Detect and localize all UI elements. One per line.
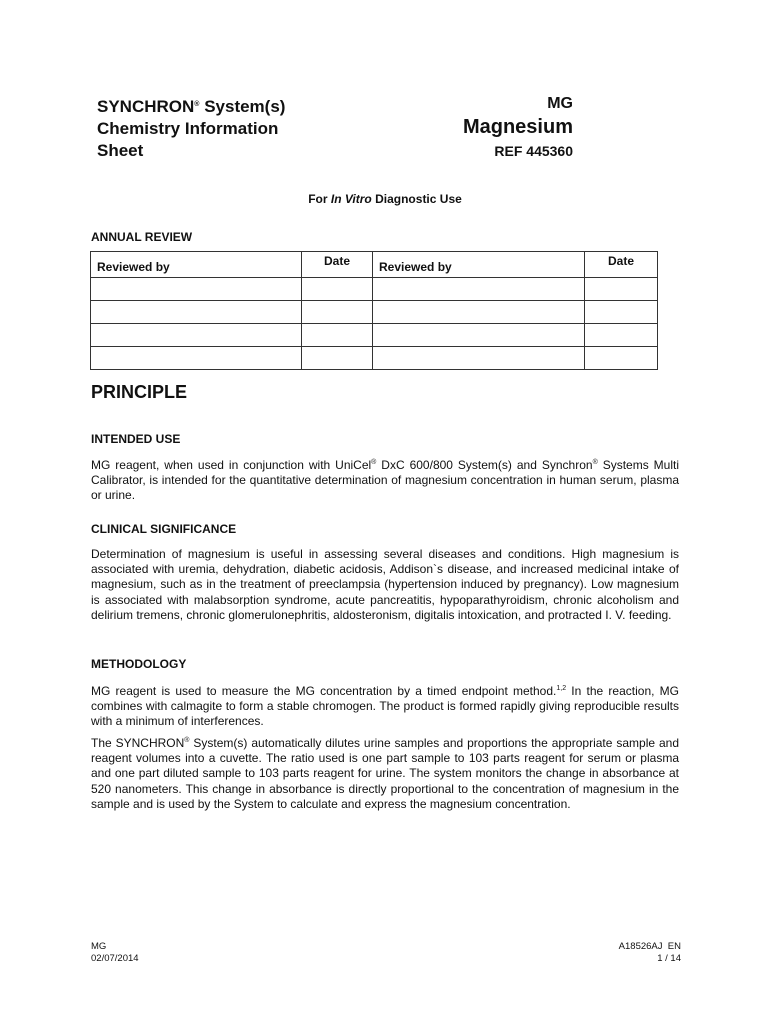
analyte-block: [463, 94, 573, 162]
text-run: The SYNCHRON: [91, 736, 185, 750]
col-reviewed-by: Reviewed by: [373, 252, 585, 278]
footer-right: [619, 941, 681, 965]
registered-mark: ®: [184, 737, 190, 744]
diag-italic: In Vitro: [330, 192, 372, 206]
footer-doc-id: [619, 941, 681, 953]
analyte-name: Magnesium: [462, 116, 573, 138]
review-cell[interactable]: [373, 278, 585, 301]
footer-left: [91, 941, 139, 965]
title-line-2: Chemistry Information: [97, 119, 279, 138]
annual-review-table: [90, 251, 658, 370]
date-cell[interactable]: [302, 324, 373, 347]
date-cell[interactable]: [585, 347, 658, 370]
intended-use-text: [91, 458, 679, 504]
review-cell[interactable]: [373, 324, 585, 347]
date-cell[interactable]: [302, 301, 373, 324]
reference-marker: 1,2: [556, 685, 567, 692]
footer-page: 1 / 14: [657, 953, 681, 964]
doc-id: A18526AJ: [618, 941, 663, 952]
clinical-significance-text: Determination of magnesium is useful in assessing several diseases and conditions. High magnesium is associated with uremia, dehydration, diabetic acidosis, Addison`s disease, and increased medicinal intake of magnesium, such as in the treatment of preeclampsia (hypertension induced by pregnancy). Low magnesium is associated with malabsorption syndrome, acute pancreatitis, hypoparathyroidism, chronic alcoholism and delirium tremens, chronic glomerulonephritis, aldosteronism, digitalis intoxication, and protracted I. V. feeding.: [91, 547, 679, 622]
diag-prefix: For: [308, 192, 331, 206]
registered-mark: ®: [371, 459, 377, 466]
date-cell[interactable]: [302, 278, 373, 301]
text-run: System(s) automatically dilutes urine samples and proportions the appropriate sample and reagent volumes into a cuvette. The ratio used is one part sample to 103 parts reagent for serum or plasma and one part diluted sample to 103 parts reagent for urine. The system monitors the change in absorbance at 520 nanometers. This change in absorbance is directly proportional to the concentration of magnesium in the sample and is used by the System to calculate and express the magnesium concentration.: [91, 736, 679, 811]
date-cell[interactable]: [302, 347, 373, 370]
text-run: In the reaction, MG combines with calmagite to form a stable chromogen. The product is formed rapidly giving reproducible results with a minimum of interferences.: [91, 684, 679, 729]
methodology-paragraph-2: [91, 736, 679, 812]
date-cell[interactable]: [585, 324, 658, 347]
principle-heading: PRINCIPLE: [91, 382, 188, 402]
review-cell[interactable]: [373, 301, 585, 324]
review-cell[interactable]: [91, 301, 302, 324]
date-cell[interactable]: [585, 301, 658, 324]
registered-mark: ®: [194, 101, 200, 108]
diag-suffix: Diagnostic Use: [371, 192, 462, 206]
title-line-3: Sheet: [97, 141, 144, 160]
brand-name: SYNCHRON: [97, 97, 195, 116]
footer-date: 02/07/2014: [91, 953, 139, 964]
intended-use-heading: INTENDED USE: [91, 432, 181, 446]
annual-review-heading: ANNUAL REVIEW: [91, 230, 193, 244]
review-cell[interactable]: [91, 278, 302, 301]
date-cell[interactable]: [585, 278, 658, 301]
doc-lang: EN: [667, 941, 681, 952]
registered-mark: ®: [592, 459, 598, 466]
table-row: [91, 301, 658, 324]
text-run: DxC 600/800 System(s) and Synchron: [376, 458, 593, 472]
text-run: MG reagent, when used in conjunction with UniCel: [91, 458, 372, 472]
ref-number: REF 445360: [494, 143, 573, 159]
review-cell[interactable]: [91, 347, 302, 370]
table-row: [91, 324, 658, 347]
title-rest: System(s): [199, 97, 286, 116]
review-cell[interactable]: [373, 347, 585, 370]
text-run: Systems Multi Calibrator, is intended for the quantitative determination of magnesium concentration in human serum, plasma or urine.: [91, 458, 679, 503]
col-reviewed-by: Reviewed by: [91, 252, 302, 278]
document-title: [97, 94, 285, 162]
diagnostic-use-note: [0, 192, 770, 206]
footer-code: MG: [91, 941, 107, 952]
table-header-row: [91, 252, 658, 278]
table-row: [91, 278, 658, 301]
methodology-paragraph-1: [91, 684, 679, 730]
analyte-code: MG: [547, 95, 573, 112]
review-cell[interactable]: [91, 324, 302, 347]
methodology-heading: METHODOLOGY: [91, 657, 187, 671]
title-line-1: [97, 94, 285, 118]
clinical-significance-heading: CLINICAL SIGNIFICANCE: [91, 522, 237, 536]
col-date: Date: [585, 252, 658, 278]
col-date: Date: [302, 252, 373, 278]
table-row: [91, 347, 658, 370]
text-run: MG reagent is used to measure the MG concentration by a timed endpoint method.: [91, 684, 557, 698]
